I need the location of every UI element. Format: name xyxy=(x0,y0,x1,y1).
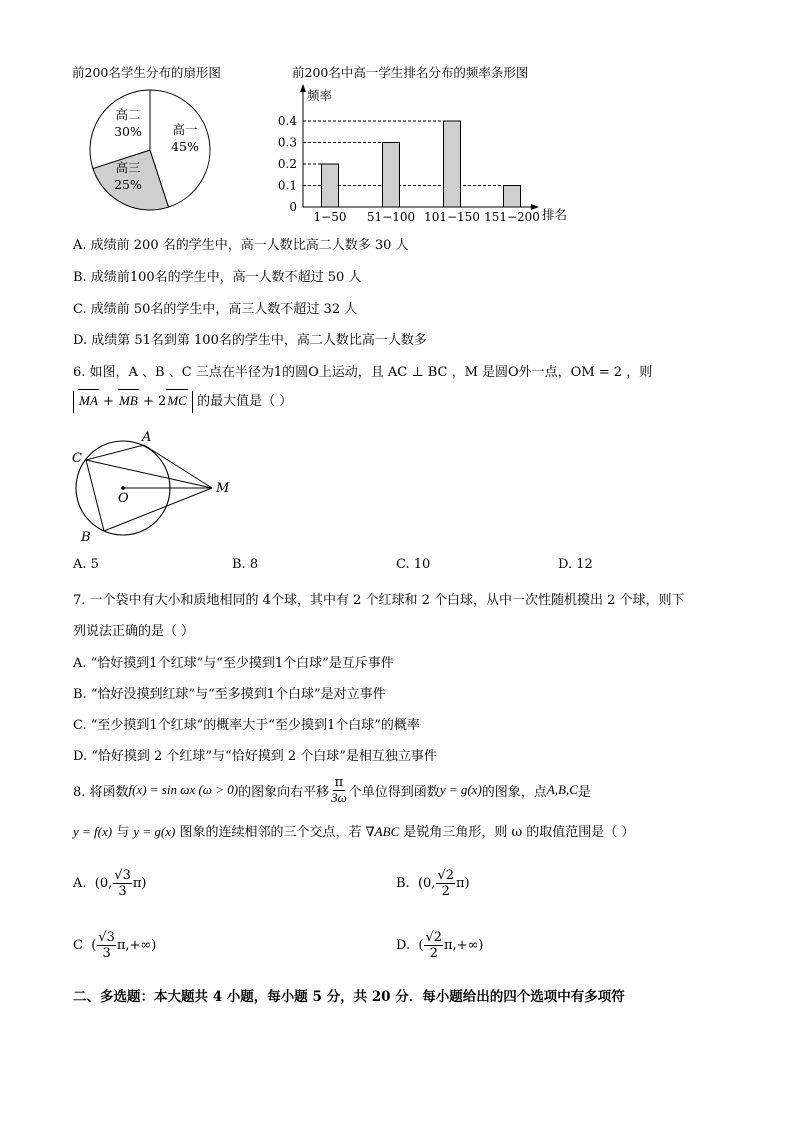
y-tick-label: 0.3 xyxy=(278,135,297,150)
x-tick-label: 1−50 xyxy=(313,210,347,224)
segment-ca xyxy=(86,445,144,460)
y-tick-label: 0.2 xyxy=(278,157,297,171)
q7-option-b: B. “恰好没摸到红球”与“至多摸到1个白球”是对立事件 xyxy=(73,687,386,702)
bar-3 xyxy=(444,121,461,207)
segment-cm xyxy=(86,460,212,488)
x-tick-label: 51−100 xyxy=(366,210,416,224)
q8-stem-line1: 8. 将函数 f(x) = sin ωx (ω > 0) 的图象向右平移 π 3ω 个单位得到函数 y = g(x) 的图象，点 A,B,C 是 xyxy=(73,774,591,805)
q6-vector-expression: MA + MB + 2 MC 的最大值是（ ） xyxy=(73,390,292,416)
q8-shift-fraction: π 3ω xyxy=(331,774,347,805)
label-m: M xyxy=(216,481,230,496)
q7-stem-line1: 7. 一个袋中有大小和质地相同的 4个球，其中有 2 个红球和 2 个白球，从中一次性随机摸出 2 个球，则下 xyxy=(73,593,685,608)
bar-2 xyxy=(383,143,400,208)
bar-chart xyxy=(278,82,578,227)
segment-am xyxy=(144,445,212,488)
q6-stem: 6. 如图，A 、B 、C 三点在半径为1的圆O上运动，且 AC ⊥ BC ，M 是圆O外一点，OM = 2 ，则 xyxy=(73,365,653,380)
x-tick-label: 101−150 xyxy=(424,210,480,224)
q6-option-b: B. 8 xyxy=(232,557,259,572)
y-axis-label: 频率 xyxy=(307,88,333,103)
vector-ma: MA xyxy=(78,393,99,409)
y-tick-label: 0 xyxy=(289,200,297,214)
q6-circle-figure xyxy=(66,425,246,545)
q8-option-a: A. (0, √3 3 π) xyxy=(73,867,147,899)
pie-label-gaoyi: 高一 xyxy=(172,122,198,137)
q8-stem-line2: y = f(x) 与 y = g(x) 图象的连续相邻的三个交点，若 ∇ABC 是锐角三角形，则 ω 的取值范围是（ ） xyxy=(73,824,635,840)
pie-pct-gaoyi: 45% xyxy=(171,139,199,154)
q7-option-a: A. “恰好摸到1个红球”与“至少摸到1个白球”是互斥事件 xyxy=(73,656,394,671)
q7-option-d: D. “恰好摸到 2 个红球”与“恰好摸到 2 个白球”是相互独立事件 xyxy=(73,749,437,764)
q8-option-b: B. (0, √2 2 π) xyxy=(396,867,470,899)
pie-chart xyxy=(85,85,215,215)
label-b: B xyxy=(81,530,91,545)
q7-option-c: C. “至少摸到1个红球”的概率大于“至少摸到1个白球”的概率 xyxy=(73,718,420,733)
q6-option-d: D. 12 xyxy=(558,557,593,572)
pie-label-gaoer: 高二 xyxy=(115,107,141,122)
q5-option-a: A. 成绩前 200 名的学生中，高一人数比高二人数多 30 人 xyxy=(73,238,409,253)
q8-option-c: C ( √3 3 π,+∞) xyxy=(73,929,157,961)
x-axis-label: 排名 xyxy=(542,207,568,222)
x-tick-label: 151−200 xyxy=(484,210,540,224)
q6-option-c: C. 10 xyxy=(396,557,431,572)
bar-1 xyxy=(322,164,339,207)
q5-option-d: D. 成绩第 51名到第 100名的学生中，高二人数比高一人数多 xyxy=(73,333,427,348)
section-2-heading: 二、多选题：本大题共 4 小题，每小题 5 分，共 20 分．每小题给出的四个选项中有多项符 xyxy=(73,989,625,1005)
q8-option-d: D. ( √2 2 π,+∞) xyxy=(396,929,484,961)
bar-chart-title: 前200名中高一学生排名分布的频率条形图 xyxy=(292,65,529,80)
y-tick-label: 0.1 xyxy=(278,178,297,193)
pie-pct-gaosan: 25% xyxy=(114,177,142,192)
q7-stem-line2: 列说法正确的是（ ） xyxy=(73,624,195,639)
vector-mb: MB xyxy=(118,393,139,409)
q5-option-c: C. 成绩前 50名的学生中，高三人数不超过 32 人 xyxy=(73,302,358,317)
bar-4 xyxy=(504,186,521,208)
y-axis-arrow xyxy=(300,84,306,92)
point-o xyxy=(121,486,125,490)
y-tick-label: 0.4 xyxy=(278,114,297,128)
pie-label-gaosan: 高三 xyxy=(115,160,141,175)
pie-chart-title: 前200名学生分布的扇形图 xyxy=(72,65,221,80)
vector-mc: MC xyxy=(166,393,188,409)
q6-option-a: A. 5 xyxy=(73,557,99,572)
q5-option-b: B. 成绩前100名的学生中，高一人数不超过 50 人 xyxy=(73,270,362,285)
label-a: A xyxy=(142,430,152,445)
label-c: C xyxy=(72,451,82,466)
pie-pct-gaoer: 30% xyxy=(114,124,142,139)
label-o: O xyxy=(118,491,129,506)
